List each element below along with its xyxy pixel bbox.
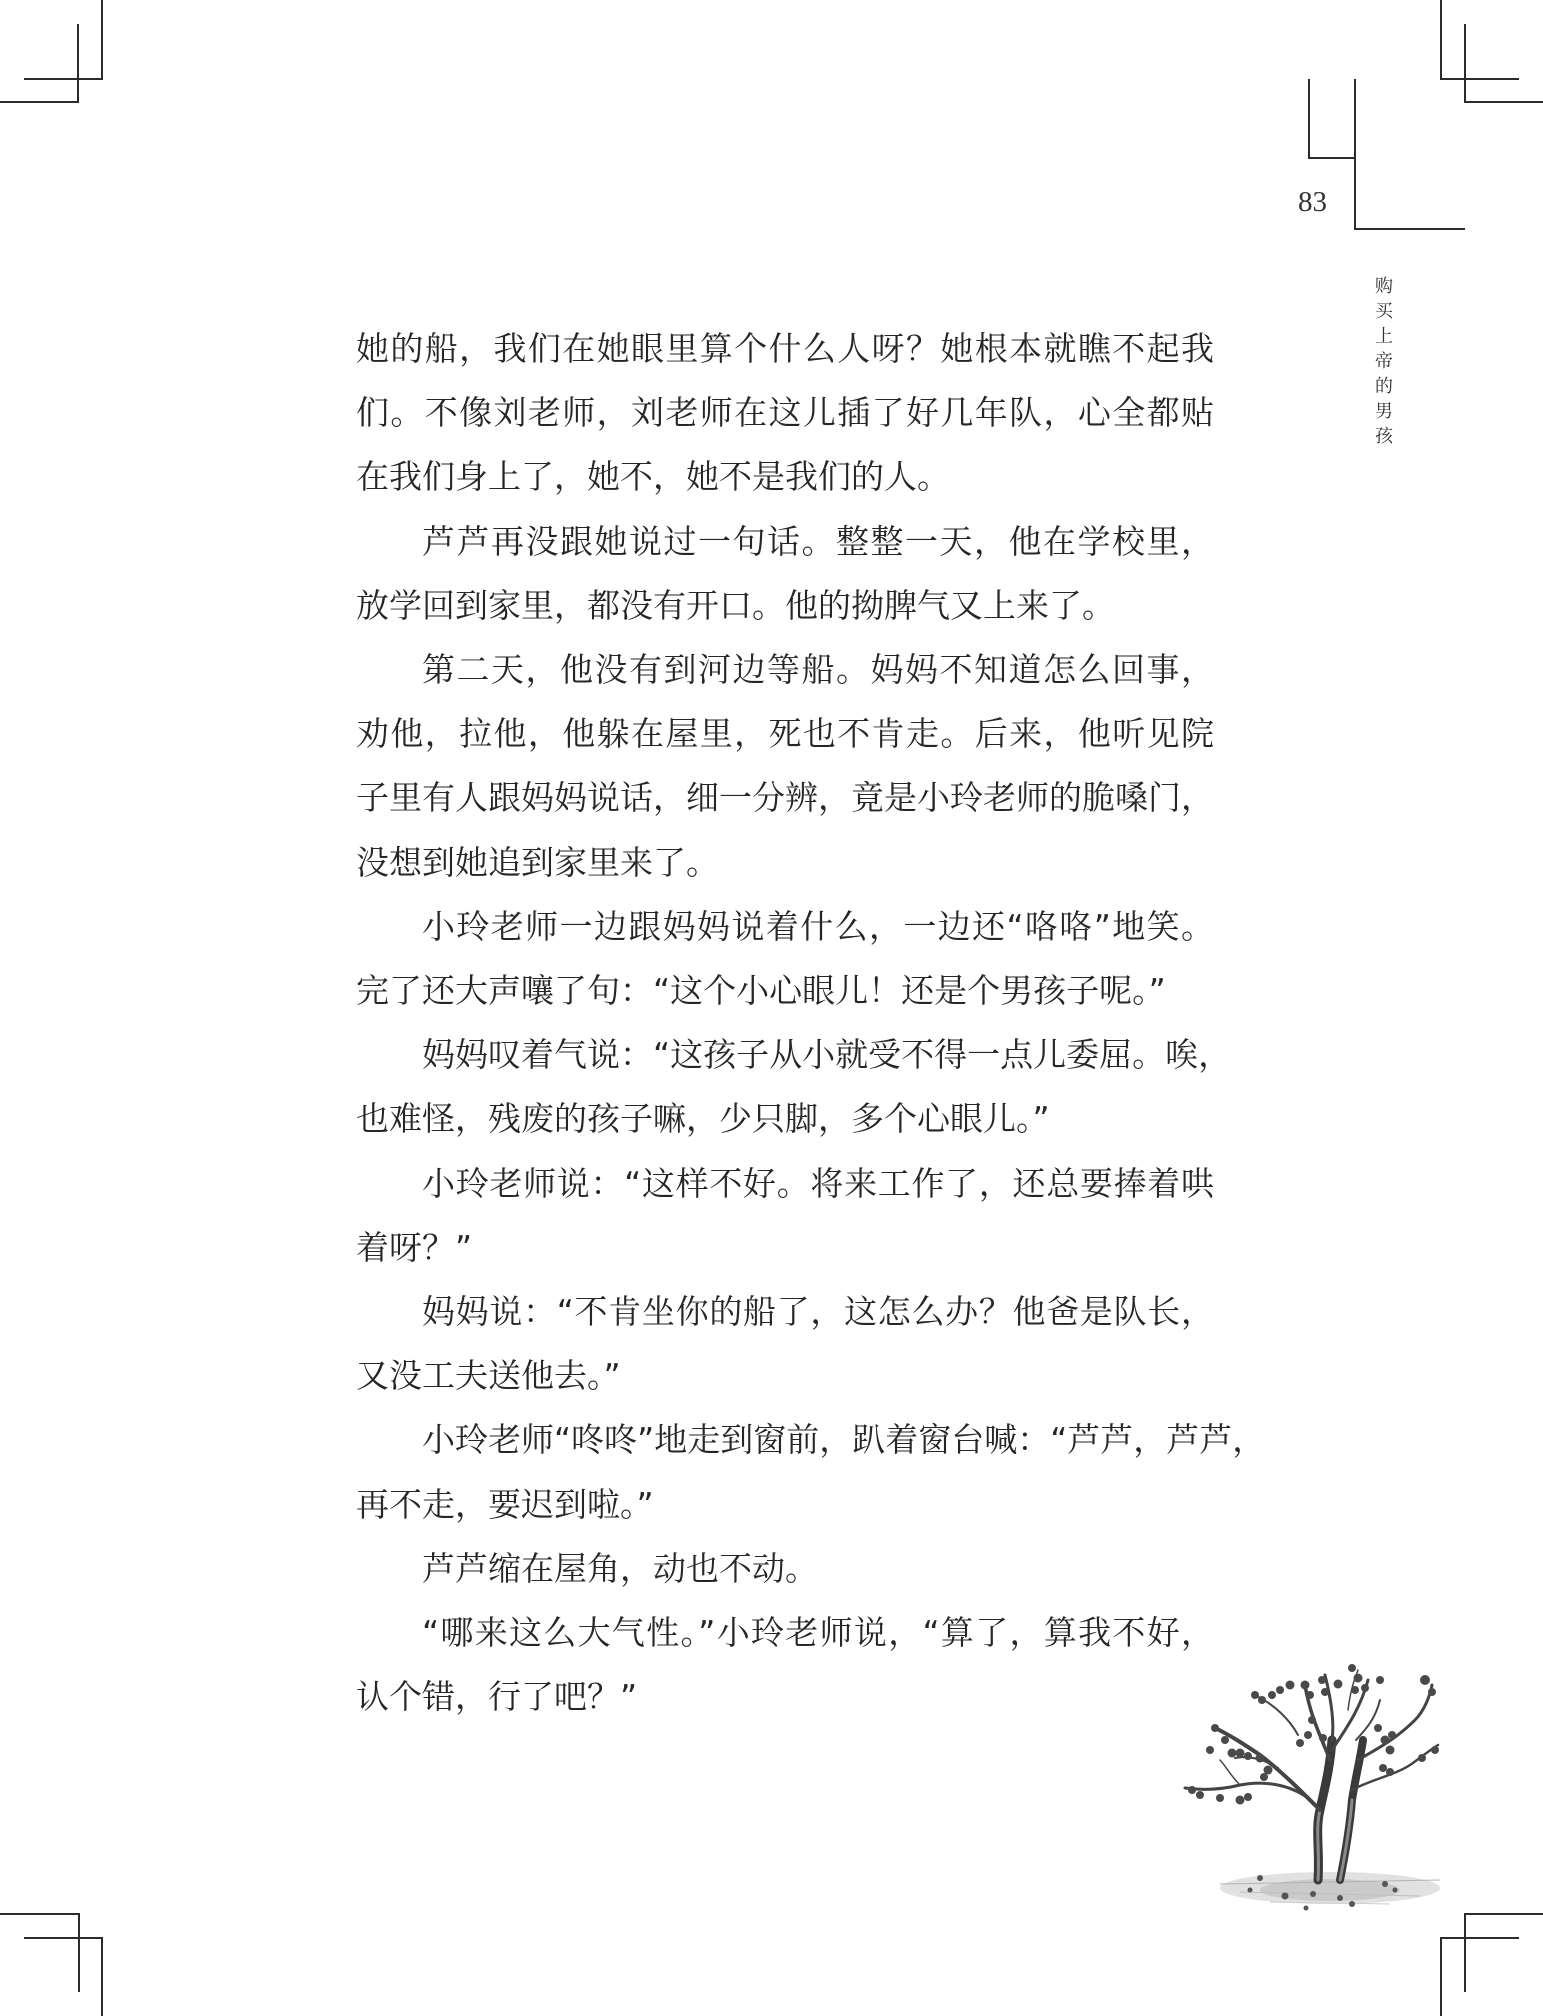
running-title — [1372, 274, 1396, 449]
text-line: 在我们身上了，她不，她不是我们的人。 — [356, 457, 950, 496]
text-line: 也难怪，残废的孩子嘛，少只脚，多个心眼儿。” — [356, 1099, 1050, 1138]
text-line: 她的船，我们在她眼里算个什么人呀？她根本就瞧不起我 — [356, 329, 1214, 368]
text-line: 认个错，行了吧？” — [356, 1677, 638, 1716]
text-line: 着呀？” — [356, 1228, 473, 1267]
running-title-char: 的 — [1375, 376, 1393, 397]
text-line: 再不走，要迟到啦。” — [356, 1485, 654, 1524]
ground-shading — [1220, 1872, 1440, 1904]
crop-mark-bottom-left-vertical-inner — [101, 1937, 103, 2016]
crop-mark-bottom-left-horizontal-inner — [24, 1937, 103, 1939]
crop-mark-bottom-left-horizontal-outer — [0, 1913, 79, 1915]
text-line: 又没工夫送他去。” — [356, 1356, 621, 1395]
header-bracket-left-horizontal — [1308, 157, 1355, 159]
crop-mark-top-left-horizontal-outer — [24, 78, 103, 80]
crop-mark-bottom-right-horizontal-inner — [1440, 1937, 1519, 1939]
paragraph-start-line: 芦芦再没跟她说过一句话。整整一天，他在学校里， — [422, 522, 1214, 561]
running-title-char: 帝 — [1375, 351, 1393, 372]
crop-mark-top-left-horizontal-inner — [0, 101, 79, 103]
header-bracket-left-vertical — [1308, 79, 1310, 158]
crop-mark-top-left-vertical-inner — [77, 24, 79, 103]
persimmon-tree-sketch-icon — [1180, 1640, 1470, 1930]
text-line: 子里有人跟妈妈说话，细一分辨，竟是小玲老师的脆嗓门， — [356, 778, 1214, 817]
running-title-char: 买 — [1375, 301, 1393, 322]
crop-mark-bottom-right-vertical-inner — [1440, 1937, 1442, 2016]
text-line: 没想到她追到家里来了。 — [356, 843, 719, 882]
trunks — [1318, 1740, 1363, 1880]
paragraph-start-line: 妈妈叹着气说：“这孩子从小就受不得一点儿委屈。唉， — [422, 1035, 1232, 1074]
header-bracket-right-horizontal — [1354, 228, 1465, 230]
crop-mark-top-right-vertical-inner — [1464, 24, 1466, 103]
page-number: 83 — [1298, 186, 1327, 218]
text-line: 完了还大声嚷了句：“这个小心眼儿！还是个男孩子呢。” — [356, 971, 1166, 1010]
text-line: 们。不像刘老师，刘老师在这儿插了好几年队，心全都贴 — [356, 393, 1214, 432]
paragraph-start-line: 第二天，他没有到河边等船。妈妈不知道怎么回事， — [422, 650, 1214, 689]
crop-mark-top-right-horizontal-outer — [1440, 78, 1519, 80]
paragraph-start-line: 小玲老师“咚咚”地走到窗前，趴着窗台喊：“芦芦，芦芦， — [422, 1420, 1266, 1459]
crop-mark-top-right-horizontal-inner — [1464, 101, 1543, 103]
paragraph-start-line: 芦芦缩在屋角，动也不动。 — [422, 1549, 818, 1588]
running-title-char: 上 — [1375, 326, 1393, 347]
crop-mark-bottom-right-horizontal-outer — [1464, 1913, 1543, 1915]
crop-mark-top-left-vertical-outer — [101, 0, 103, 79]
crop-mark-bottom-left-vertical-outer — [78, 1913, 80, 1992]
running-title-char: 购 — [1375, 276, 1393, 297]
paragraph-start-line: 小玲老师一边跟妈妈说着什么，一边还“咯咯”地笑。 — [422, 907, 1214, 946]
text-line: 劝他，拉他，他躲在屋里，死也不肯走。后来，他听见院 — [356, 714, 1214, 753]
paragraph-start-line: 小玲老师说：“这样不好。将来工作了，还总要捧着哄 — [422, 1164, 1214, 1203]
text-line: 放学回到家里，都没有开口。他的拗脾气又上来了。 — [356, 586, 1115, 625]
running-title-char: 男 — [1375, 401, 1393, 422]
running-title-char: 孩 — [1375, 426, 1393, 447]
paragraph-start-line: 妈妈说：“不肯坐你的船了，这怎么办？他爸是队长， — [422, 1292, 1214, 1331]
crop-mark-top-right-vertical-outer — [1440, 0, 1442, 79]
header-bracket-right-vertical — [1354, 79, 1356, 230]
paragraph-start-line: “哪来这么大气性。”小玲老师说，“算了，算我不好， — [422, 1613, 1214, 1652]
